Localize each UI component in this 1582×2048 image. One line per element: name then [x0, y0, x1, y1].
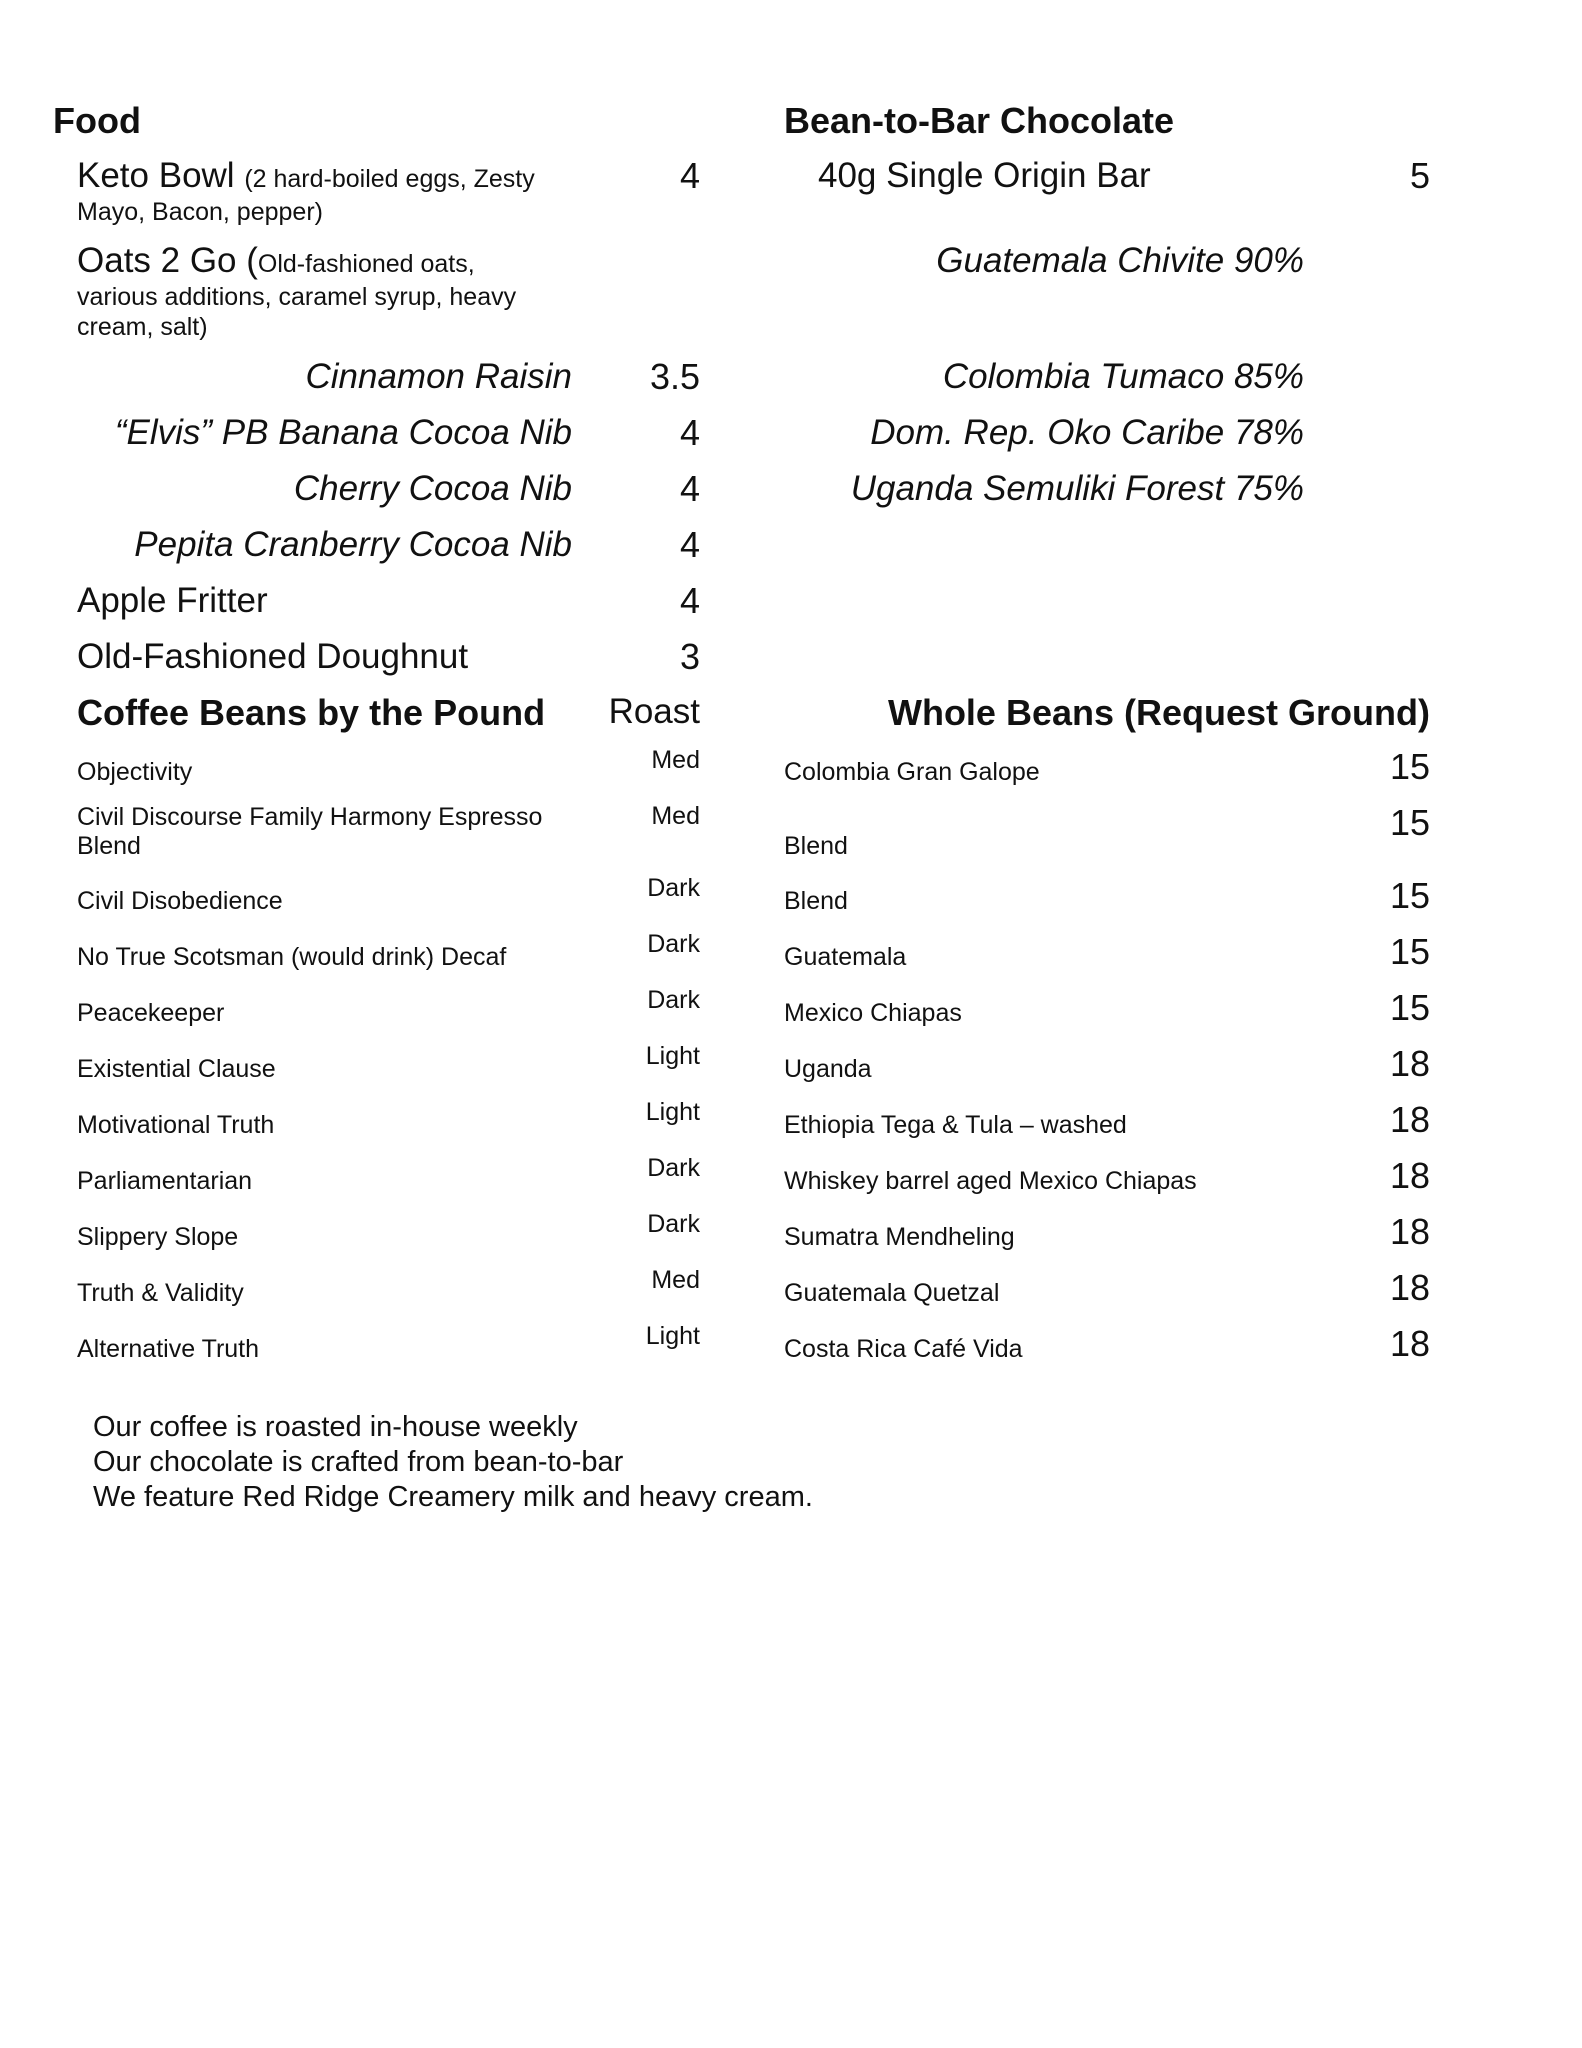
footer-line: We feature Red Ridge Creamery milk and heavy cream. [93, 1481, 813, 1513]
keto-bowl-desc: (2 hard-boiled eggs, Zesty [244, 165, 535, 193]
chocolate-heading: Bean-to-Bar Chocolate [784, 100, 1175, 141]
food-heading: Food [53, 100, 141, 141]
coffee-name-cont: Blend [77, 832, 141, 860]
whole-bean-price: 18 [1389, 1211, 1430, 1252]
oats-desc-line3: cream, salt) [77, 313, 208, 341]
whole-bean-name: Whiskey barrel aged Mexico Chiapas [784, 1167, 1197, 1195]
whole-bean-name: Blend [784, 832, 848, 860]
coffee-roast: Med [651, 746, 700, 774]
chocolate-origin: Dom. Rep. Oko Caribe 78% [870, 413, 1304, 452]
oat-flavor-price: 4 [679, 468, 700, 509]
coffee-name: Peacekeeper [77, 999, 225, 1027]
whole-bean-name: Uganda [784, 1055, 872, 1083]
whole-bean-price: 18 [1389, 1043, 1430, 1084]
whole-bean-name: Blend [784, 887, 848, 915]
whole-bean-price: 18 [1389, 1099, 1430, 1140]
oat-flavor-name: Cherry Cocoa Nib [293, 469, 572, 508]
coffee-name: Parliamentarian [77, 1167, 253, 1195]
chocolate-bar-price: 5 [1409, 155, 1430, 196]
coffee-roast: Dark [647, 986, 700, 1014]
whole-bean-name: Guatemala [784, 943, 907, 971]
oat-flavor-price: 3.5 [649, 356, 700, 397]
coffee-roast: Med [651, 802, 700, 830]
coffee-name: Objectivity [77, 758, 193, 786]
whole-bean-price: 15 [1389, 987, 1430, 1028]
coffee-heading: Coffee Beans by the Pound [77, 692, 546, 733]
whole-bean-price: 18 [1389, 1155, 1430, 1196]
chocolate-bar-name: 40g Single Origin Bar [818, 156, 1151, 195]
keto-bowl-item [77, 156, 535, 199]
chocolate-origin: Guatemala Chivite 90% [936, 241, 1304, 280]
whole-bean-price: 15 [1389, 931, 1430, 972]
oats-desc-line2: various additions, caramel syrup, heavy [77, 283, 517, 311]
whole-bean-name: Colombia Gran Galope [784, 758, 1040, 786]
keto-bowl-desc-cont: Mayo, Bacon, pepper) [77, 198, 323, 226]
oats-desc: Old-fashioned oats, [257, 250, 475, 278]
whole-bean-name: Ethiopia Tega & Tula – washed [784, 1111, 1127, 1139]
whole-bean-price: 18 [1389, 1323, 1430, 1364]
coffee-name: No True Scotsman (would drink) Decaf [77, 943, 507, 971]
keto-bowl-price: 4 [679, 155, 700, 196]
footer-line: Our chocolate is crafted from bean-to-bar [93, 1446, 624, 1478]
food-item-name: Old-Fashioned Doughnut [77, 637, 469, 676]
coffee-name: Existential Clause [77, 1055, 276, 1083]
coffee-name: Slippery Slope [77, 1223, 239, 1251]
coffee-roast: Light [645, 1322, 700, 1350]
coffee-name: Civil Disobedience [77, 887, 283, 915]
oat-flavor-name: Cinnamon Raisin [305, 357, 572, 396]
coffee-roast: Med [651, 1266, 700, 1294]
coffee-roast: Light [645, 1098, 700, 1126]
oat-flavor-price: 4 [679, 412, 700, 453]
food-item-price: 4 [679, 580, 700, 621]
food-item-price: 3 [679, 636, 700, 677]
keto-bowl-name: Keto Bowl [77, 156, 235, 195]
coffee-name: Civil Discourse Family Harmony Espresso [77, 803, 543, 831]
oats-item [77, 241, 475, 284]
coffee-roast: Dark [647, 930, 700, 958]
food-item-name: Apple Fritter [77, 581, 268, 620]
chocolate-origin: Uganda Semuliki Forest 75% [850, 469, 1304, 508]
whole-bean-price: 15 [1389, 875, 1430, 916]
footer-line: Our coffee is roasted in-house weekly [93, 1411, 578, 1443]
coffee-roast: Light [645, 1042, 700, 1070]
whole-beans-heading: Whole Beans (Request Ground) [887, 692, 1430, 733]
coffee-name: Truth & Validity [77, 1279, 244, 1307]
oat-flavor-price: 4 [679, 524, 700, 565]
coffee-name: Motivational Truth [77, 1111, 275, 1139]
whole-bean-name: Costa Rica Café Vida [784, 1335, 1023, 1363]
whole-bean-name: Mexico Chiapas [784, 999, 962, 1027]
whole-bean-price: 15 [1389, 746, 1430, 787]
coffee-roast: Dark [647, 874, 700, 902]
whole-bean-name: Sumatra Mendheling [784, 1223, 1015, 1251]
roast-heading: Roast [608, 692, 700, 731]
oat-flavor-name: Pepita Cranberry Cocoa Nib [134, 525, 572, 564]
whole-bean-name: Guatemala Quetzal [784, 1279, 1000, 1307]
chocolate-origin: Colombia Tumaco 85% [942, 357, 1304, 396]
oat-flavor-name: “Elvis” PB Banana Cocoa Nib [114, 413, 572, 452]
whole-bean-price: 18 [1389, 1267, 1430, 1308]
whole-bean-price: 15 [1389, 802, 1430, 843]
coffee-roast: Dark [647, 1210, 700, 1238]
coffee-roast: Dark [647, 1154, 700, 1182]
oats-name: Oats 2 Go ( [77, 241, 258, 280]
coffee-name: Alternative Truth [77, 1335, 260, 1363]
